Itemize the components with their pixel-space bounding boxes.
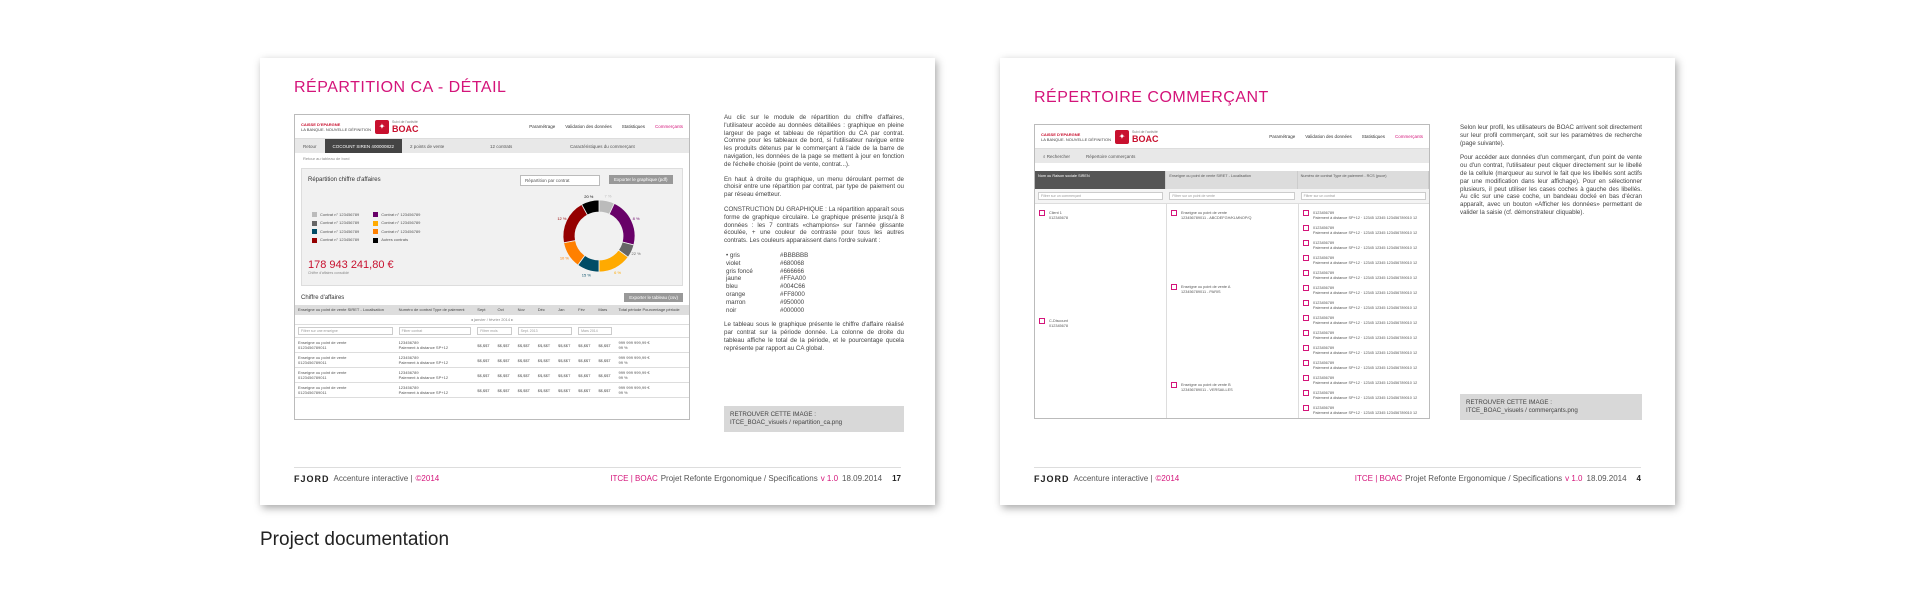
color-entry: violet #680068: [726, 259, 805, 267]
contract-row[interactable]: 0123456789 Paiement à distance SP+12 · 12345 12345 123456789010 12: [1303, 390, 1417, 401]
chart-title: Répartition chiffre d'affaires: [308, 177, 381, 183]
app-header: [295, 115, 689, 139]
contract-row[interactable]: 0123456789 Paiement à distance SP+12 · 12345 12345 123456789010 12: [1303, 330, 1417, 341]
checkbox[interactable]: [1171, 382, 1177, 388]
app-header: [1035, 125, 1429, 149]
col-header: Sept: [474, 305, 494, 315]
squirrel-logo-icon: ✦: [1115, 130, 1129, 144]
col-header: Fév: [575, 305, 595, 315]
checkbox[interactable]: [1303, 345, 1309, 351]
export-chart-button[interactable]: Exporter le graphique (pdf): [609, 175, 673, 184]
page-title: RÉPARTITION CA - DÉTAIL: [294, 79, 507, 96]
contract-row[interactable]: 0123456789 Paiement à distance SP+12 · 12345 12345 123456789010 12: [1303, 240, 1417, 251]
donut-label: 20 %: [584, 193, 594, 199]
crumb-back[interactable]: Retour: [303, 143, 317, 149]
app-name: Suivi de l'activité BOAC: [1132, 129, 1159, 144]
amount-caption: Chiffre d'affaires consolidé: [308, 271, 350, 275]
nav-item-active[interactable]: Commerçants: [1394, 134, 1423, 139]
store-row[interactable]: Enseigne ou point de vente A 123456789011 - PARIS: [1171, 284, 1230, 295]
chart-panel: [301, 168, 683, 286]
filter-store-input[interactable]: Filtrer sur une enseigne: [298, 327, 393, 335]
filter-end-input[interactable]: Mars 2014: [578, 327, 612, 335]
contract-row[interactable]: 0123456789 Paiement à distance SP+12 · 12345 12345 123456789010 12: [1303, 225, 1417, 236]
crumb-details[interactable]: Caractéristiques du commerçant: [569, 143, 635, 149]
client-row[interactable]: Client 1 012345678: [1039, 210, 1068, 221]
page-title: RÉPERTOIRE COMMERÇANT: [1034, 89, 1269, 106]
fjord-logo: FJORD: [1034, 473, 1070, 484]
back-link[interactable]: Retour au tableau de bord: [303, 156, 350, 161]
period-row: [295, 315, 689, 325]
directory-header: [1035, 171, 1429, 189]
footer-date: 18.09.2014: [1586, 474, 1627, 483]
color-entry: jaune #FFAA00: [726, 275, 806, 283]
main-nav: [1269, 134, 1423, 139]
checkbox[interactable]: [1303, 270, 1309, 276]
checkbox[interactable]: [1303, 390, 1309, 396]
nav-item-active[interactable]: Commerçants: [654, 124, 683, 129]
app-screenshot: [1034, 124, 1430, 419]
checkbox[interactable]: [1171, 284, 1177, 290]
table-row[interactable]: Enseigne ou point de vente 0123456789011 123456789 Paiement à distance SP+12 $$,$$T $$,$$T $$,$$T $$,$$T $$,$$T $$,$$T $$,$$T 999 999 999,99 € 99 %: [295, 338, 689, 353]
legend-item: Autres contrats: [373, 237, 420, 242]
total-amount: 178 943 241,80 €: [308, 259, 394, 271]
contract-row[interactable]: 0123456789 Paiement à distance SP+12 · 12345 12345 123456789010 12: [1303, 270, 1417, 281]
contract-row[interactable]: 0123456789 Paiement à distance SP+12 · 12345 12345 123456789010 12: [1303, 285, 1417, 296]
filter-contract-input[interactable]: Filtrer contrat: [399, 327, 472, 335]
client-row[interactable]: C-Discount 012345678: [1039, 318, 1068, 329]
doc-page-repertoire: [1000, 58, 1675, 505]
footer-project-name: Projet Refonte Ergonomique / Specifications: [660, 474, 818, 483]
ca-table: [295, 305, 689, 398]
nav-item[interactable]: Statistiques: [621, 124, 645, 129]
nav-item[interactable]: Paramétrage: [529, 124, 556, 129]
legend-item: Contrat n° 123456789: [312, 212, 359, 217]
crumb-contracts[interactable]: 12 contrats: [489, 143, 513, 149]
col-header: Jan: [555, 305, 575, 315]
table-title: Chiffre d'affaires: [301, 294, 345, 301]
breadcrumb: [295, 139, 689, 153]
checkbox[interactable]: [1039, 210, 1045, 216]
donut-label: 7 %: [604, 193, 612, 199]
table-row[interactable]: Enseigne ou point de vente 0123456789011 123456789 Paiement à distance SP+12 $$,$$T $$,$$T $$,$$T $$,$$T $$,$$T $$,$$T $$,$$T 999 999 999,99 € 99 %: [295, 368, 689, 383]
color-entry: marron #950000: [726, 298, 805, 306]
col-header: Mars: [595, 305, 615, 315]
squirrel-logo-icon: ✦: [375, 120, 389, 134]
legend-item: Contrat n° 123456789: [373, 220, 420, 225]
col-header: Nov: [515, 305, 535, 315]
filter-start-input[interactable]: Sept. 2013: [518, 327, 573, 335]
contract-row[interactable]: 0123456789 Paiement à distance SP+12 · 12345 12345 123456789010 12: [1303, 300, 1417, 311]
checkbox[interactable]: [1303, 405, 1309, 411]
filter-merchant-input[interactable]: Filtrer sur un commerçant: [1038, 192, 1163, 200]
search-icon: ⌕: [1043, 153, 1047, 159]
table-header-row: [295, 305, 689, 315]
footer-version: v 1.0: [1565, 474, 1583, 483]
app-name: Suivi de l'activité BOAC: [392, 119, 419, 134]
checkbox[interactable]: [1303, 315, 1309, 321]
col-header[interactable]: Numéro de contrat Type de paiement: [396, 305, 475, 315]
nav-item[interactable]: Paramétrage: [1269, 134, 1296, 139]
checkbox[interactable]: [1171, 210, 1177, 216]
paragraph: Le tableau sous le graphique présente le chiffre d'affaire réalisé par contrat sur la période donnée. La colonne de droite du tableau affiche le total de la période, et le pourcentage qucela représente par rapport au CA global.: [724, 321, 904, 352]
color-entry: • gris #BBBBBB: [726, 251, 809, 259]
bank-logo-text: CAISSE D'EPARGNE LA BANQUE. NOUVELLE DÉFINITION: [1041, 131, 1112, 142]
store-row[interactable]: Enseigne ou point de vente B 123456789011 - VERSAILLES: [1171, 382, 1233, 393]
color-entry: orange #FF8000: [726, 290, 805, 298]
legend-item: Contrat n° 123456789: [373, 229, 420, 234]
col-header: Déc: [535, 305, 555, 315]
breadcrumb: [1035, 149, 1429, 163]
checkbox[interactable]: [1303, 360, 1309, 366]
col-header: Oct: [494, 305, 514, 315]
table-row[interactable]: Enseigne ou point de vente 0123456789011 123456789 Paiement à distance SP+12 $$,$$T $$,$$T $$,$$T $$,$$T $$,$$T $$,$$T $$,$$T 999 999 999,99 € 99 %: [295, 353, 689, 368]
page-number: 4: [1636, 474, 1641, 483]
donut-slice-marron[interactable]: [563, 204, 587, 242]
donut-slice-violet[interactable]: [609, 203, 635, 245]
paragraph: En haut à droite du graphique, un menu déroulant permet de choisir entre une répartition par contrat, par type de paiement ou par réseau émetteur.: [724, 175, 904, 199]
reference-label: RETROUVER CETTE IMAGE :: [730, 411, 816, 418]
checkbox[interactable]: [1303, 240, 1309, 246]
contract-row[interactable]: 0123456789 Paiement à distance SP+12 · 12345 12345 123456789010 12: [1303, 375, 1417, 386]
donut-label: 10 %: [559, 255, 569, 261]
page-footer: [294, 467, 901, 483]
main-nav: [529, 124, 683, 129]
donut-label: 8 %: [632, 216, 640, 222]
app-screenshot: [294, 114, 690, 420]
filter-month-input[interactable]: Filtrer mois: [477, 327, 511, 335]
color-entry: bleu #004C66: [726, 283, 806, 291]
period-label[interactable]: ◂ janvier / février 2014 ▸: [295, 315, 689, 325]
legend-item: Contrat n° 123456789: [312, 220, 359, 225]
footer-year: ©2014: [1155, 474, 1180, 483]
reference-path: ITCE_BOAC_visuels / commerçants.png: [1466, 407, 1578, 414]
checkbox[interactable]: [1303, 210, 1309, 216]
donut-label: 15 %: [581, 272, 591, 278]
checkbox[interactable]: [1303, 300, 1309, 306]
reference-label: RETROUVER CETTE IMAGE :: [1466, 399, 1552, 406]
filter-contract-input[interactable]: Filtrer sur un contrat: [1301, 192, 1426, 200]
paragraph: Selon leur profil, les utilisateurs de BOAC arrivent soit directement sur leur profil commerçant, soit sur les paramètres de recherche (page suivante).: [1460, 124, 1642, 147]
col-header[interactable]: Nom ou Raison sociale SIREN: [1035, 171, 1166, 189]
paragraph: Au clic sur le module de répartition du chiffre d'affaires, l'utilisateur accède au données détaillées : graphique en pleine largeur de page et tableau de répartition du CA par contrat. Comme pour les tableaux de bord, si l'utilisateur navigue entre les produits détenus par le commerçant à l'aide de la barre de navigation, les données de la page se mettent à jour en fonction de l'échelle choisie (point de vente, contrat...).: [724, 114, 904, 168]
nav-item[interactable]: Statistiques: [1361, 134, 1385, 139]
filter-row: [295, 325, 689, 338]
page-footer: [1034, 467, 1641, 483]
footer-project: ITCE | BOAC: [610, 474, 658, 483]
checkbox[interactable]: [1303, 375, 1309, 381]
checkbox[interactable]: [1039, 318, 1045, 324]
col-header[interactable]: Total période Pourcentage période: [615, 305, 689, 315]
image-reference-box: [724, 406, 904, 432]
donut-label: 12 %: [557, 216, 567, 222]
directory-body: [1035, 204, 1429, 419]
contract-row[interactable]: 0123456789 Paiement à distance SP+12 · 12345 12345 123456789010 12: [1303, 210, 1417, 221]
bank-logo-text: CAISSE D'EPARGNE LA BANQUE. NOUVELLE DÉFINITION: [301, 121, 372, 132]
contract-row[interactable]: 0123456789 Paiement à distance SP+12 · 12345 12345 123456789010 12: [1303, 315, 1417, 326]
fjord-logo: FJORD: [294, 473, 330, 484]
checkbox[interactable]: [1303, 285, 1309, 291]
color-entry: noir #000000: [726, 306, 805, 314]
footer-tagline: Accenture interactive |: [1073, 474, 1153, 483]
amount-block: [308, 259, 394, 275]
export-table-button[interactable]: Exporter le tableau (csv): [624, 293, 683, 302]
table-toolbar: [295, 290, 689, 305]
paragraph: Pour accéder aux données d'un commerçant, d'un point de vente ou d'un contrat, l'utilisateur peut cliquer directement sur le libellé de la cellule (marqueur au survol le fait que les libellés sont actifs par une modification dans leur affichage). Pour en sélectionner plusieurs, il peut utiliser les cases coches à gauche des libellés. Au clic sur une case coche, un bandeau docké en bas d'écran apparaît, avec un bouton «Afficher les données» permettant de valider la saisie (cf. démonstrateur cliquable).: [1460, 154, 1642, 216]
footer-tagline: Accenture interactive |: [333, 474, 413, 483]
donut-chart: [554, 191, 644, 281]
footer-version: v 1.0: [820, 474, 839, 483]
directory-filters: [1035, 189, 1429, 204]
paragraph: CONSTRUCTION DU GRAPHIQUE : La répartition apparaît sous forme de graphique circulaire. Le graphique présente jusqu'à 8 données : les 7 contrats «champions» sur l'année glissante écoulée, + une couleur de contraste pour tous les autres contrats. Les couleurs apparaissent dans l'ordre suivant :: [724, 205, 904, 245]
col-header[interactable]: Enseigne ou point de vente SIRET - Localisation: [1166, 171, 1297, 189]
image-reference-box: [1460, 394, 1642, 420]
checkbox[interactable]: [1303, 225, 1309, 231]
donut-label: 22 %: [631, 250, 641, 256]
nav-item[interactable]: Validation des données: [565, 124, 612, 129]
contract-row[interactable]: 0123456789 Paiement à distance SP+12 · 12345 12345 123456789010 12: [1303, 345, 1417, 356]
store-row[interactable]: Enseigne ou point de vente 123456789011 - ABCDEFGH/KLMNOP/Q: [1171, 210, 1251, 221]
table-row[interactable]: Enseigne ou point de vente 0123456789011 123456789 Paiement à distance SP+12 $$,$$T $$,$$T $$,$$T $$,$$T $$,$$T $$,$$T $$,$$T 999 999 999,99 € 99 %: [295, 383, 689, 398]
contract-row[interactable]: 0123456789 Paiement à distance SP+12 · 12345 12345 123456789010 12: [1303, 255, 1417, 266]
col-header[interactable]: Enseigne ou point de vente SIRET - Localisation: [295, 305, 396, 315]
doc-page-repartition: [260, 58, 935, 505]
legend-item: Contrat n° 123456789: [312, 229, 359, 234]
contract-row[interactable]: 0123456789 Paiement à distance SP+12 · 12345 12345 123456789010 12: [1303, 360, 1417, 371]
chart-legend: [312, 212, 420, 243]
footer-project: ITCE | BOAC: [1354, 474, 1403, 483]
checkbox[interactable]: [1303, 255, 1309, 261]
crumb-search[interactable]: ⌕ Rechercher: [1043, 153, 1071, 159]
crumb-directory[interactable]: Répertoire commerçants: [1086, 153, 1136, 159]
figure-caption: Project documentation: [260, 529, 450, 550]
reference-path: ITCE_BOAC_visuels / repartition_ca.png: [730, 419, 843, 426]
donut-label: 6 %: [614, 270, 622, 276]
nav-item[interactable]: Validation des données: [1305, 134, 1352, 139]
chart-type-select[interactable]: Répartition par contrat: [520, 175, 600, 186]
footer-year: ©2014: [415, 474, 440, 483]
legend-item: Contrat n° 123456789: [373, 212, 420, 217]
text-column: [1460, 124, 1642, 224]
filter-store-input[interactable]: Filtrer sur un point de vente: [1169, 192, 1294, 200]
color-list: [726, 252, 904, 314]
footer-project-name: Projet Refonte Ergonomique / Specifications: [1405, 474, 1563, 483]
footer-date: 18.09.2014: [842, 474, 883, 483]
checkbox[interactable]: [1303, 330, 1309, 336]
text-column: [724, 114, 904, 360]
contract-row[interactable]: 0123456789 Paiement à distance SP+12 · 12345 12345 123456789010 12: [1303, 405, 1417, 416]
crumb-merchant[interactable]: COCOUNT SIREN 400000822: [325, 139, 402, 153]
color-entry: gris foncé #666666: [726, 267, 805, 275]
col-header[interactable]: Numéro de contrat Type de paiement - RCS (puce): [1298, 171, 1429, 189]
page-number: 17: [892, 474, 901, 483]
legend-item: Contrat n° 123456789: [312, 237, 359, 242]
crumb-stores[interactable]: 2 points de vente: [409, 143, 445, 149]
